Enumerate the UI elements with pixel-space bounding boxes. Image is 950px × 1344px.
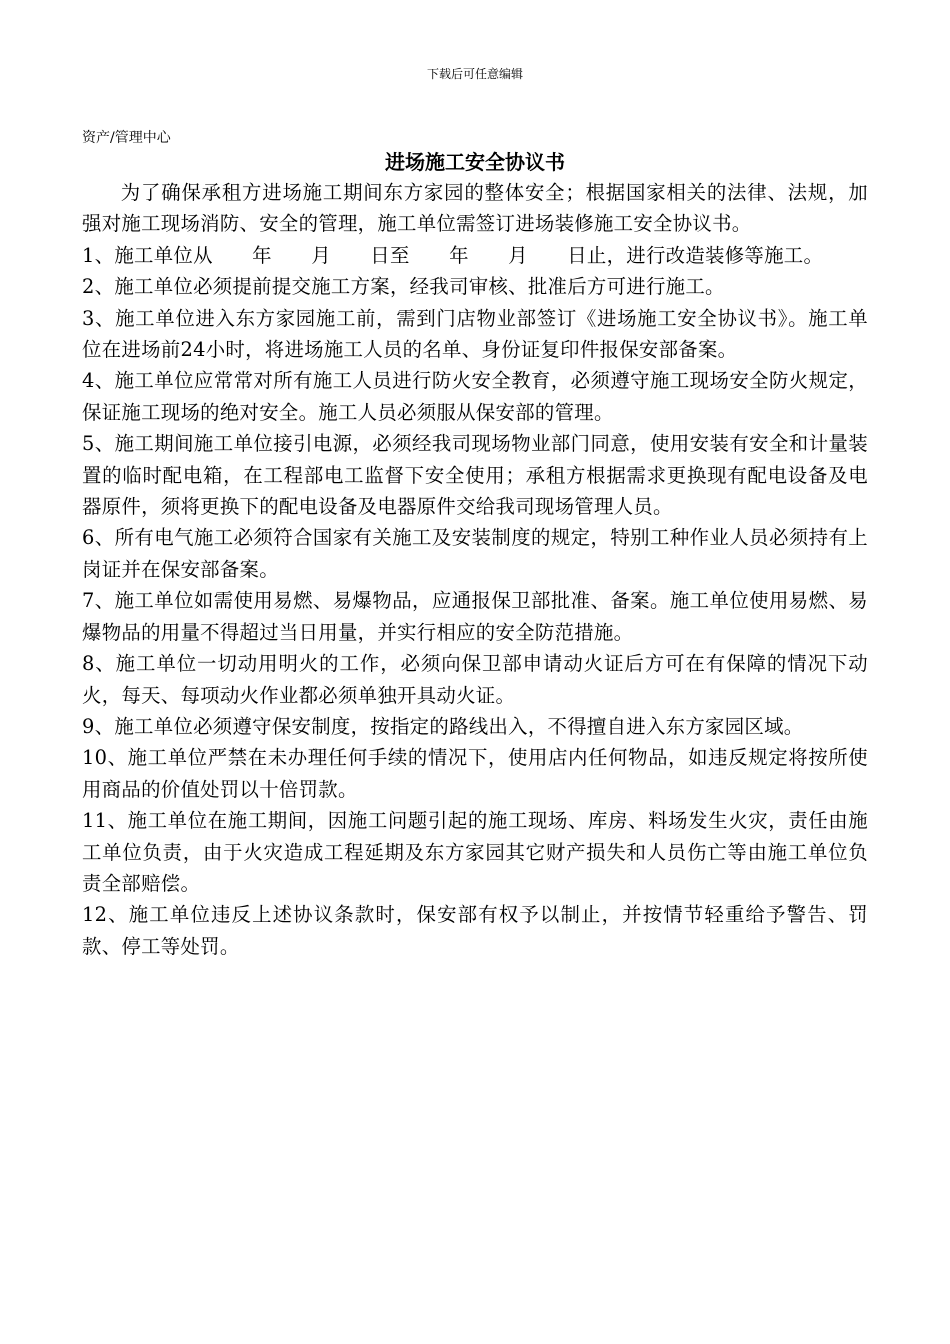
document-title: 进场施工安全协议书: [385, 150, 565, 174]
clause-4: 4、施工单位应常常对所有施工人员进行防火安全教育，必须遵守施工现场安全防火规定，保证施工现场的绝对安全。施工人员必须服从保安部的管理。: [82, 369, 868, 424]
department-label: 资产/管理中心: [82, 130, 171, 146]
clause-5: 5、施工期间施工单位接引电源，必须经我司现场物业部门同意，使用安装有安全和计量装置的临时配电箱，在工程部电工监督下安全使用；承租方根据需求更换现有配电设备及电器原件，须将更换下的配电设备及电器原件交给我司现场管理人员。: [82, 432, 868, 519]
header-note: 下载后可任意编辑: [426, 67, 523, 81]
clause-12: 12、施工单位违反上述协议条款时，保安部有权予以制止，并按情节轻重给予警告、罚款、停工等处罚。: [82, 903, 868, 958]
clause-1: 1、施工单位从 年 月 日至 年 月 日止，进行改造装修等施工。: [82, 243, 824, 267]
clause-3: 3、施工单位进入东方家园施工前，需到门店物业部签订《进场施工安全协议书》。施工单位在进场前24小时，将进场施工人员的名单、身份证复印件报保安部备案。: [82, 306, 868, 362]
clause-9: 9、施工单位必须遵守保安制度，按指定的路线出入，不得擅自进入东方家园区域。: [82, 714, 804, 738]
intro-paragraph: 为了确保承租方进场施工期间东方家园的整体安全；根据国家相关的法律、法规，加强对施工现场消防、安全的管理，施工单位需签订进场装修施工安全协议书。: [82, 181, 868, 236]
clause-7: 7、施工单位如需使用易燃、易爆物品，应通报保卫部批准、备案。施工单位使用易燃、易爆物品的用量不得超过当日用量，并实行相应的安全防范措施。: [82, 589, 868, 644]
clause-8: 8、施工单位一切动用明火的工作，必须向保卫部申请动火证后方可在有保障的情况下动火，每天、每项动火作业都必须单独开具动火证。: [82, 652, 868, 707]
clause-2: 2、施工单位必须提前提交施工方案，经我司审核、批准后方可进行施工。: [82, 275, 725, 299]
clause-11: 11、施工单位在施工期间，因施工问题引起的施工现场、库房、料场发生火灾，责任由施工单位负责，由于火灾造成工程延期及东方家园其它财产损失和人员伤亡等由施工单位负责全部赔偿。: [82, 809, 868, 895]
clause-6: 6、所有电气施工必须符合国家有关施工及安装制度的规定，特别工种作业人员必须持有上岗证并在保安部备案。: [82, 526, 868, 581]
clause-10: 10、施工单位严禁在未办理任何手续的情况下，使用店内任何物品，如违反规定将按所使用商品的价值处罚以十倍罚款。: [82, 746, 868, 801]
document-body: [82, 177, 868, 962]
